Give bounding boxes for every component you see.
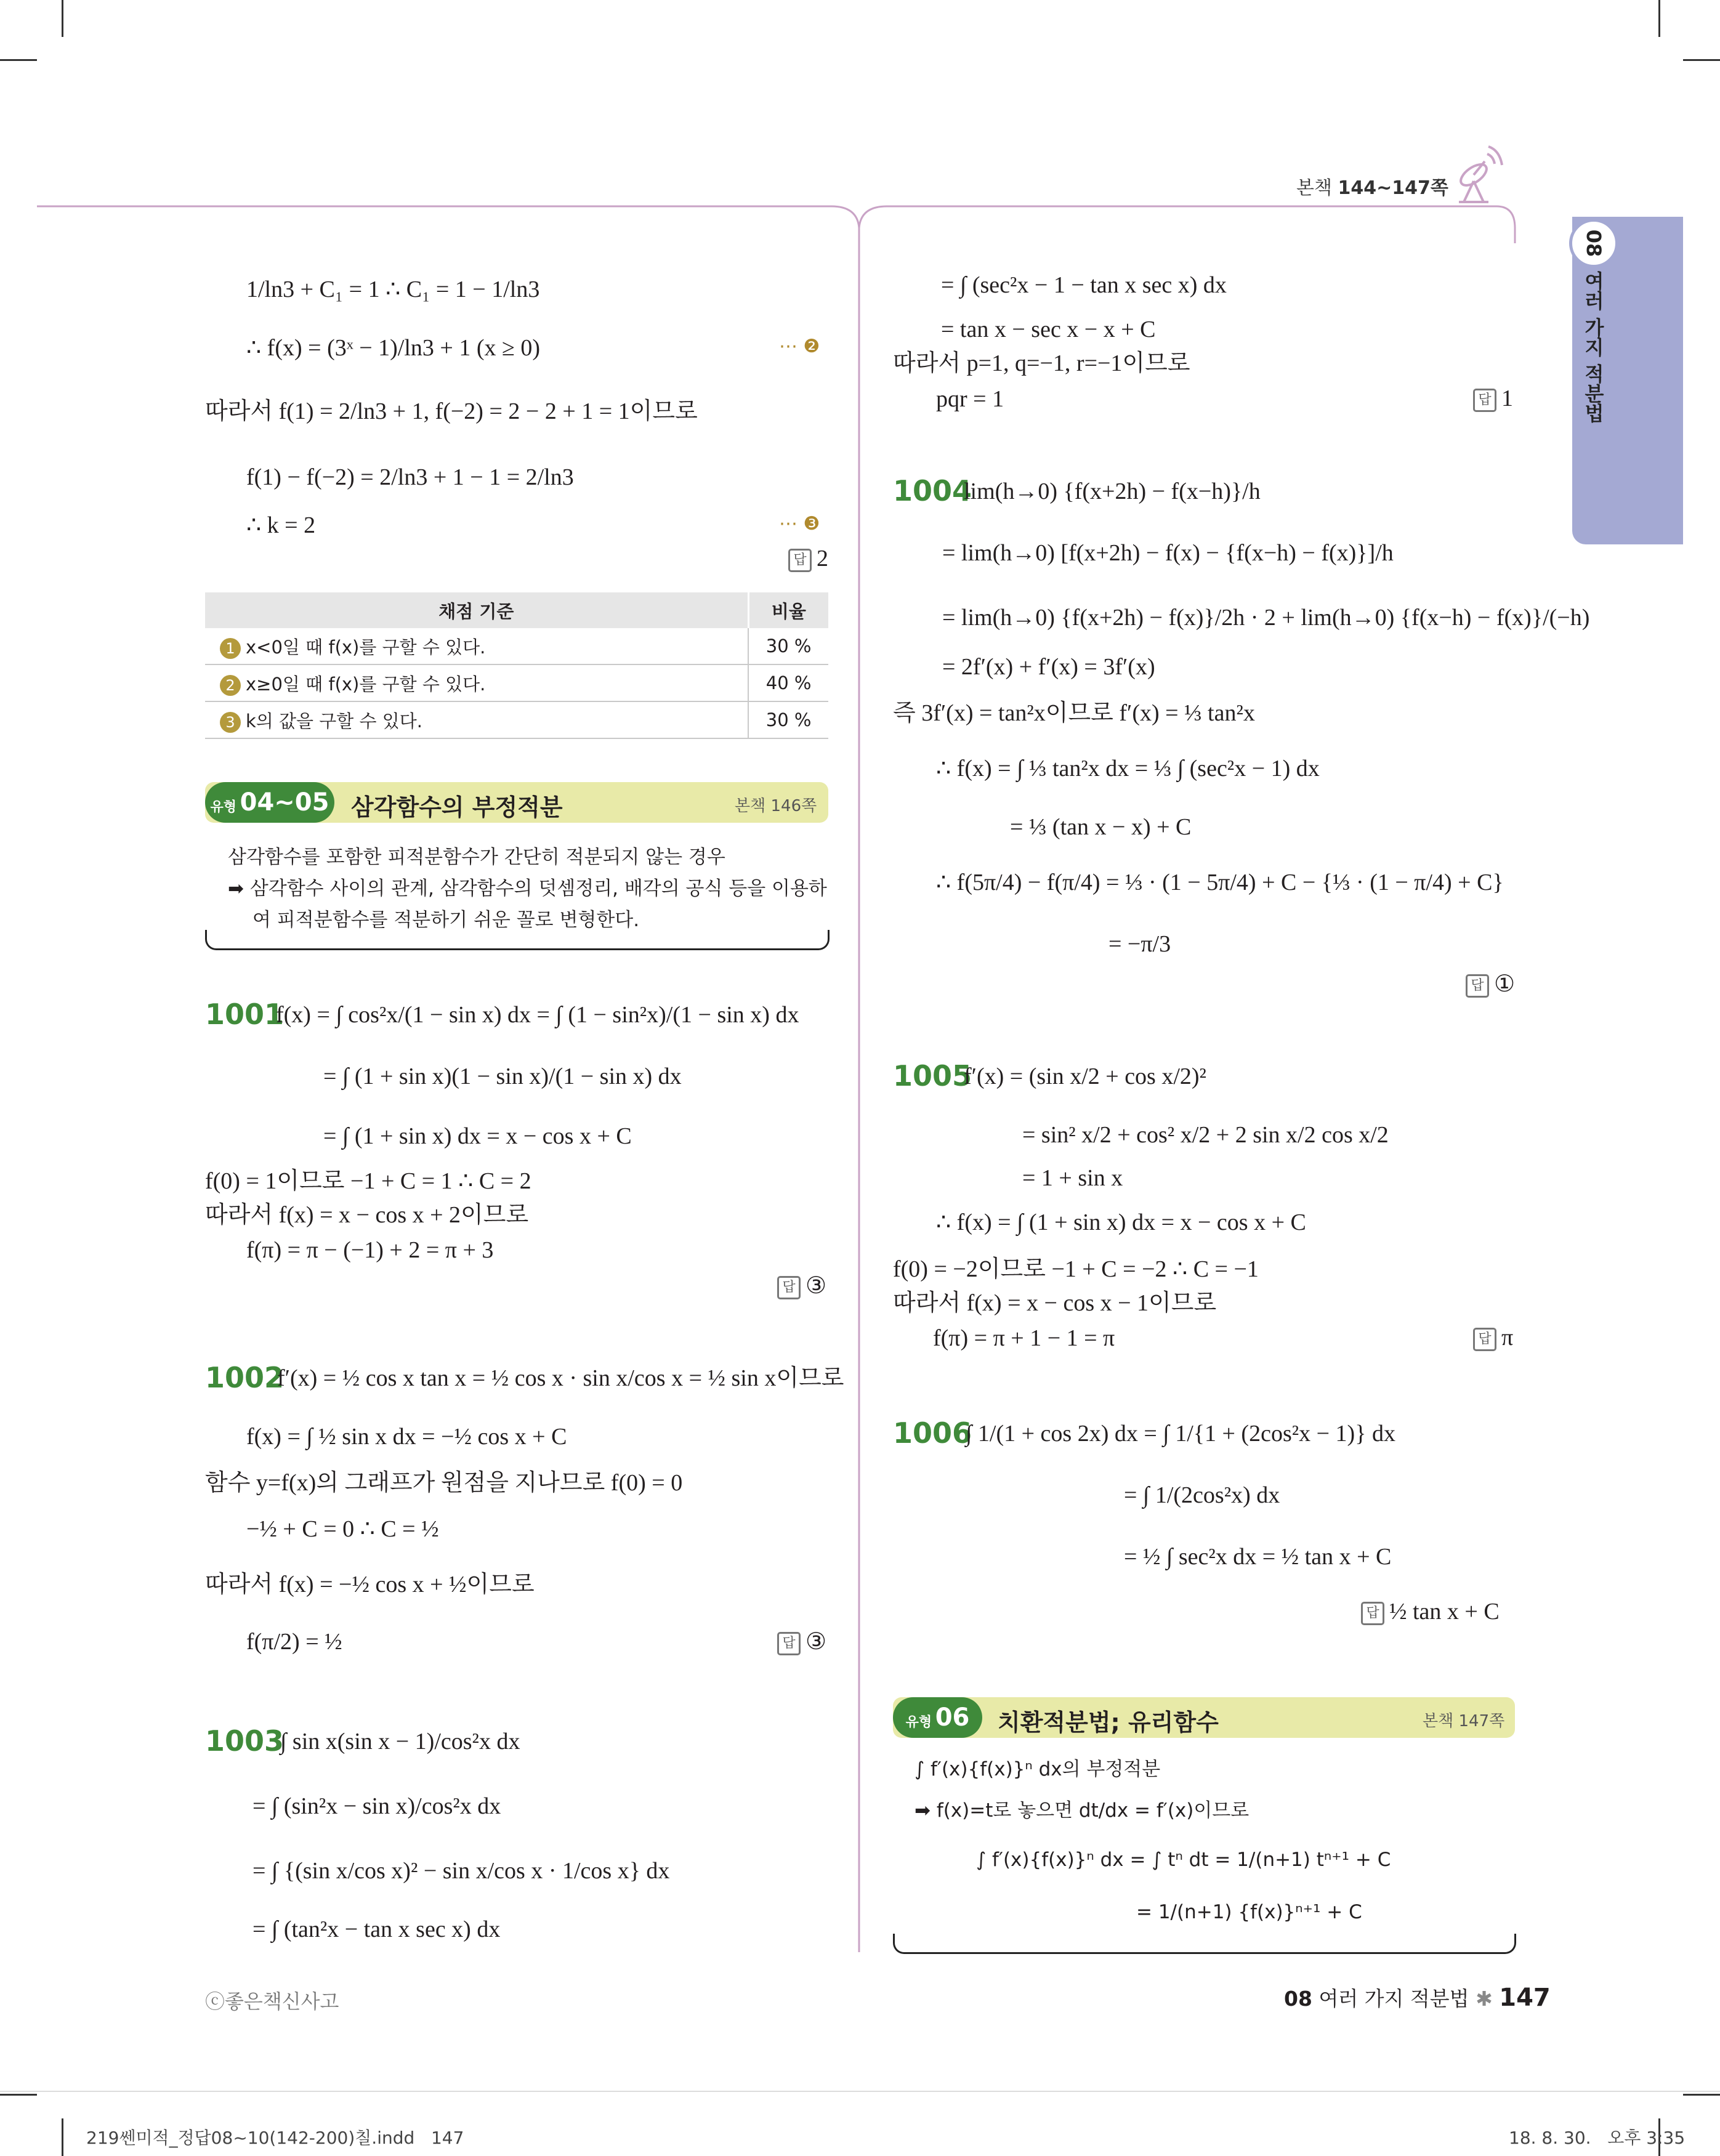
answer-icon: 답 — [777, 1276, 801, 1299]
solution-line: = ½ ∫ sec²x dx = ½ tan x + C — [1124, 1544, 1392, 1570]
slug-divider — [0, 2091, 1720, 2092]
solution-line: f(0) = 1이므로 −1 + C = 1 ∴ C = 2 — [205, 1168, 531, 1194]
grading-row-no: 2 — [220, 675, 241, 696]
solution-line: ∴ f(x) = ∫ (1 + sin x) dx = x − cos x + C — [936, 1209, 1306, 1235]
grading-row-text: x<0일 때 f(x)를 구할 수 있다. — [246, 636, 486, 658]
step-marker-2: ⋯ ❷ — [779, 336, 820, 357]
answer-1002 — [777, 1628, 826, 1655]
page-footer — [1284, 1983, 1551, 2012]
answer-icon: 답 — [1473, 1328, 1496, 1351]
grading-row-text: k의 값을 구할 수 있다. — [246, 710, 422, 732]
type-box-bracket — [893, 1934, 1516, 1954]
type-box-line: ➡ f(x)=t로 놓으면 dt/dx = f′(x)이므로 — [915, 1799, 1250, 1822]
intro-line: f(1) − f(−2) = 2/ln3 + 1 − 1 = 2/ln3 — [246, 464, 574, 490]
type-box-line: ∫ f′(x){f(x)}ⁿ dx = ∫ tⁿ dt = 1/(n+1) tⁿ⁺¹ + C — [976, 1849, 1391, 1871]
type-box-title: 치환적분법; 유리함수 — [998, 1709, 1219, 1736]
solution-line: 함수 y=f(x)의 그래프가 원점을 지나므로 f(0) = 0 — [205, 1470, 683, 1496]
grading-header-criteria: 채점 기준 — [205, 592, 748, 628]
problem-number: 1001 — [205, 998, 285, 1031]
solution-line: 따라서 p=1, q=−1, r=−1이므로 — [893, 350, 1190, 376]
solution-line: pqr = 1 — [936, 386, 1004, 412]
solution-line: = tan x − sec x − x + C — [941, 317, 1156, 342]
intro-line: ∴ f(x) = (3ˣ − 1)/ln3 + 1 (x ≥ 0) — [246, 335, 541, 361]
type-box-line: 여 피적분함수를 적분하기 쉬운 꼴로 변형한다. — [252, 909, 640, 931]
page-reference-pages: 144~147쪽 — [1338, 177, 1448, 199]
solution-line: = ∫ {(sin x/cos x)² − sin x/cos x · 1/cos x} dx — [252, 1858, 670, 1884]
solution-line: = ∫ (1 + sin x)(1 − sin x)/(1 − sin x) dx — [323, 1064, 682, 1089]
chapter-number-circle — [1569, 219, 1618, 268]
answer-1006 — [1361, 1598, 1500, 1625]
solution-line: f(x) = ∫ cos²x/(1 − sin x) dx = ∫ (1 − sin²x)/(1 − sin x) dx — [276, 1002, 799, 1028]
chapter-side-title: 여러 가지 적분법 — [1581, 271, 1605, 423]
type-box-label: 유형 — [905, 1714, 932, 1730]
solution-line: = lim(h→0) {f(x+2h) − f(x)}/2h · 2 + lim(h→0) {f(x−h) − f(x)}/(−h) — [942, 605, 1590, 631]
solution-line: = ∫ 1/(2cos²x) dx — [1124, 1482, 1280, 1508]
answer-value: ③ — [805, 1273, 827, 1299]
grading-row-ratio: 40 % — [748, 664, 828, 701]
answer-prev-value: 2 — [817, 546, 828, 571]
answer-icon: 답 — [1361, 1602, 1384, 1625]
type-box-line: ∫ f′(x){f(x)}ⁿ dx의 부정적분 — [915, 1758, 1161, 1780]
type-box-range: 06 — [935, 1703, 970, 1732]
grading-row-ratio: 30 % — [748, 628, 828, 664]
type-box-line: = 1/(n+1) {f(x)}ⁿ⁺¹ + C — [1136, 1901, 1362, 1923]
page-reference-prefix: 본책 — [1296, 177, 1338, 199]
answer-1005 — [1473, 1324, 1513, 1351]
answer-value: ① — [1494, 971, 1516, 997]
type-box-ref: 본책 146쪽 — [735, 797, 817, 815]
solution-line: = 2f′(x) + f′(x) = 3f′(x) — [942, 654, 1155, 680]
type-box-line: 삼각함수를 포함한 피적분함수가 간단히 적분되지 않는 경우 — [228, 846, 725, 868]
answer-value: π — [1501, 1325, 1514, 1351]
answer-value: ③ — [805, 1629, 827, 1655]
grading-table — [205, 592, 828, 739]
solution-line: f′(x) = (sin x/2 + cos x/2)² — [964, 1064, 1206, 1089]
solution-line: f(π) = π + 1 − 1 = π — [933, 1325, 1115, 1351]
intro-line: ∴ k = 2 — [246, 512, 316, 538]
solution-line: = lim(h→0) [f(x+2h) − f(x) − {f(x−h) − f(x)}]/h — [942, 540, 1394, 566]
intro-line: 따라서 f(1) = 2/ln3 + 1, f(−2) = 2 − 2 + 1 = 1이므로 — [205, 398, 698, 424]
solution-line: = ∫ (tan²x − tan x sec x) dx — [252, 1916, 501, 1942]
grading-row-no: 1 — [220, 638, 241, 659]
answer-icon: 답 — [1473, 389, 1496, 412]
answer-1003 — [1473, 385, 1513, 412]
type-box-label: 유형 — [210, 799, 237, 815]
solution-line: lim(h→0) {f(x+2h) − f(x−h)}/h — [964, 478, 1261, 504]
footer-chapter-title: 여러 가지 적분법 — [1318, 1987, 1469, 2011]
solution-line: = ∫ (1 + sin x) dx = x − cos x + C — [323, 1123, 632, 1149]
answer-icon: 답 — [1466, 974, 1489, 998]
solution-line: ∴ f(x) = ∫ ⅓ tan²x dx = ⅓ ∫ (sec²x − 1) dx — [936, 756, 1320, 781]
type-box-badge — [205, 782, 334, 823]
solution-line: = ∫ (sin²x − sin x)/cos²x dx — [252, 1793, 501, 1819]
solution-line: 따라서 f(x) = −½ cos x + ½이므로 — [205, 1572, 535, 1597]
solution-line: −½ + C = 0 ∴ C = ½ — [246, 1516, 439, 1542]
solution-line: 즉 3f′(x) = tan²x이므로 f′(x) = ⅓ tan²x — [893, 700, 1255, 726]
answer-value: 1 — [1501, 386, 1513, 411]
copyright: ⓒ좋은책신사고 — [205, 1990, 339, 2013]
slug-file: 219쎈미적_정답08~10(142-200)칠.indd 147 — [86, 2128, 464, 2148]
footer-chapter-number: 08 — [1284, 1987, 1312, 2011]
solution-line: = −π/3 — [1108, 931, 1171, 957]
answer-prev — [788, 545, 828, 572]
type-box-title: 삼각함수의 부정적분 — [351, 794, 563, 821]
solution-line: f′(x) = ½ cos x tan x = ½ cos x · sin x/cos x = ½ sin x이므로 — [277, 1365, 844, 1391]
grading-row — [205, 664, 828, 701]
problem-number: 1004 — [893, 474, 972, 507]
answer-1004 — [1466, 970, 1515, 998]
problem-number: 1006 — [893, 1416, 972, 1450]
solution-line: = ⅓ (tan x − x) + C — [1010, 814, 1192, 840]
answer-icon: 답 — [788, 549, 812, 572]
grading-row-text: x≥0일 때 f(x)를 구할 수 있다. — [246, 673, 486, 695]
grading-row — [205, 701, 828, 738]
answer-1001 — [777, 1272, 826, 1299]
grading-row — [205, 628, 828, 664]
problem-number: 1005 — [893, 1059, 972, 1092]
chapter-number: 08 — [1582, 229, 1605, 257]
problem-number: 1003 — [205, 1724, 285, 1758]
slug-date: 18. 8. 30. 오후 3:35 — [1509, 2128, 1686, 2148]
solution-line: f(π/2) = ½ — [246, 1629, 342, 1655]
grading-row-ratio: 30 % — [748, 701, 828, 738]
grading-row-no: 3 — [220, 712, 241, 733]
solution-line: f(x) = ∫ ½ sin x dx = −½ cos x + C — [246, 1424, 567, 1450]
answer-icon: 답 — [777, 1632, 801, 1655]
grading-header-ratio: 비율 — [748, 592, 828, 628]
problem-number: 1002 — [205, 1361, 285, 1394]
type-box-range: 04~05 — [240, 788, 329, 817]
solution-line: ∴ f(5π/4) − f(π/4) = ⅓ · (1 − 5π/4) + C − {⅓ · (1 − π/4) + C} — [936, 870, 1504, 895]
solution-line: 따라서 f(x) = x − cos x + 2이므로 — [205, 1202, 529, 1228]
type-box-line: ➡ 삼각함수 사이의 관계, 삼각함수의 덧셈정리, 배각의 공식 등을 이용하 — [228, 878, 827, 900]
answer-value: ½ tan x + C — [1389, 1599, 1500, 1625]
solution-line: ∫ 1/(1 + cos 2x) dx = ∫ 1/{1 + (2cos²x − 1)} dx — [966, 1421, 1395, 1447]
page-number: 147 — [1499, 1984, 1551, 2012]
intro-line: 1/ln3 + C₁ = 1 ∴ C₁ = 1 − 1/ln3 — [246, 277, 540, 302]
solution-line: = 1 + sin x — [1022, 1165, 1123, 1191]
type-box-bracket — [205, 930, 830, 950]
solution-line: = ∫ (sec²x − 1 − tan x sec x) dx — [941, 272, 1227, 298]
solution-line: = sin² x/2 + cos² x/2 + 2 sin x/2 cos x/2 — [1022, 1122, 1389, 1148]
type-box-badge — [893, 1697, 982, 1738]
type-box-ref: 본책 147쪽 — [1423, 1712, 1505, 1730]
solution-line: 따라서 f(x) = x − cos x − 1이므로 — [893, 1290, 1217, 1316]
solution-line: f(π) = π − (−1) + 2 = π + 3 — [246, 1237, 494, 1263]
solution-line: f(0) = −2이므로 −1 + C = −2 ∴ C = −1 — [893, 1256, 1259, 1282]
solution-line: ∫ sin x(sin x − 1)/cos²x dx — [280, 1729, 520, 1754]
footer-star-icon: ✱ — [1476, 1987, 1493, 2011]
step-marker-3: ⋯ ❸ — [779, 513, 820, 535]
